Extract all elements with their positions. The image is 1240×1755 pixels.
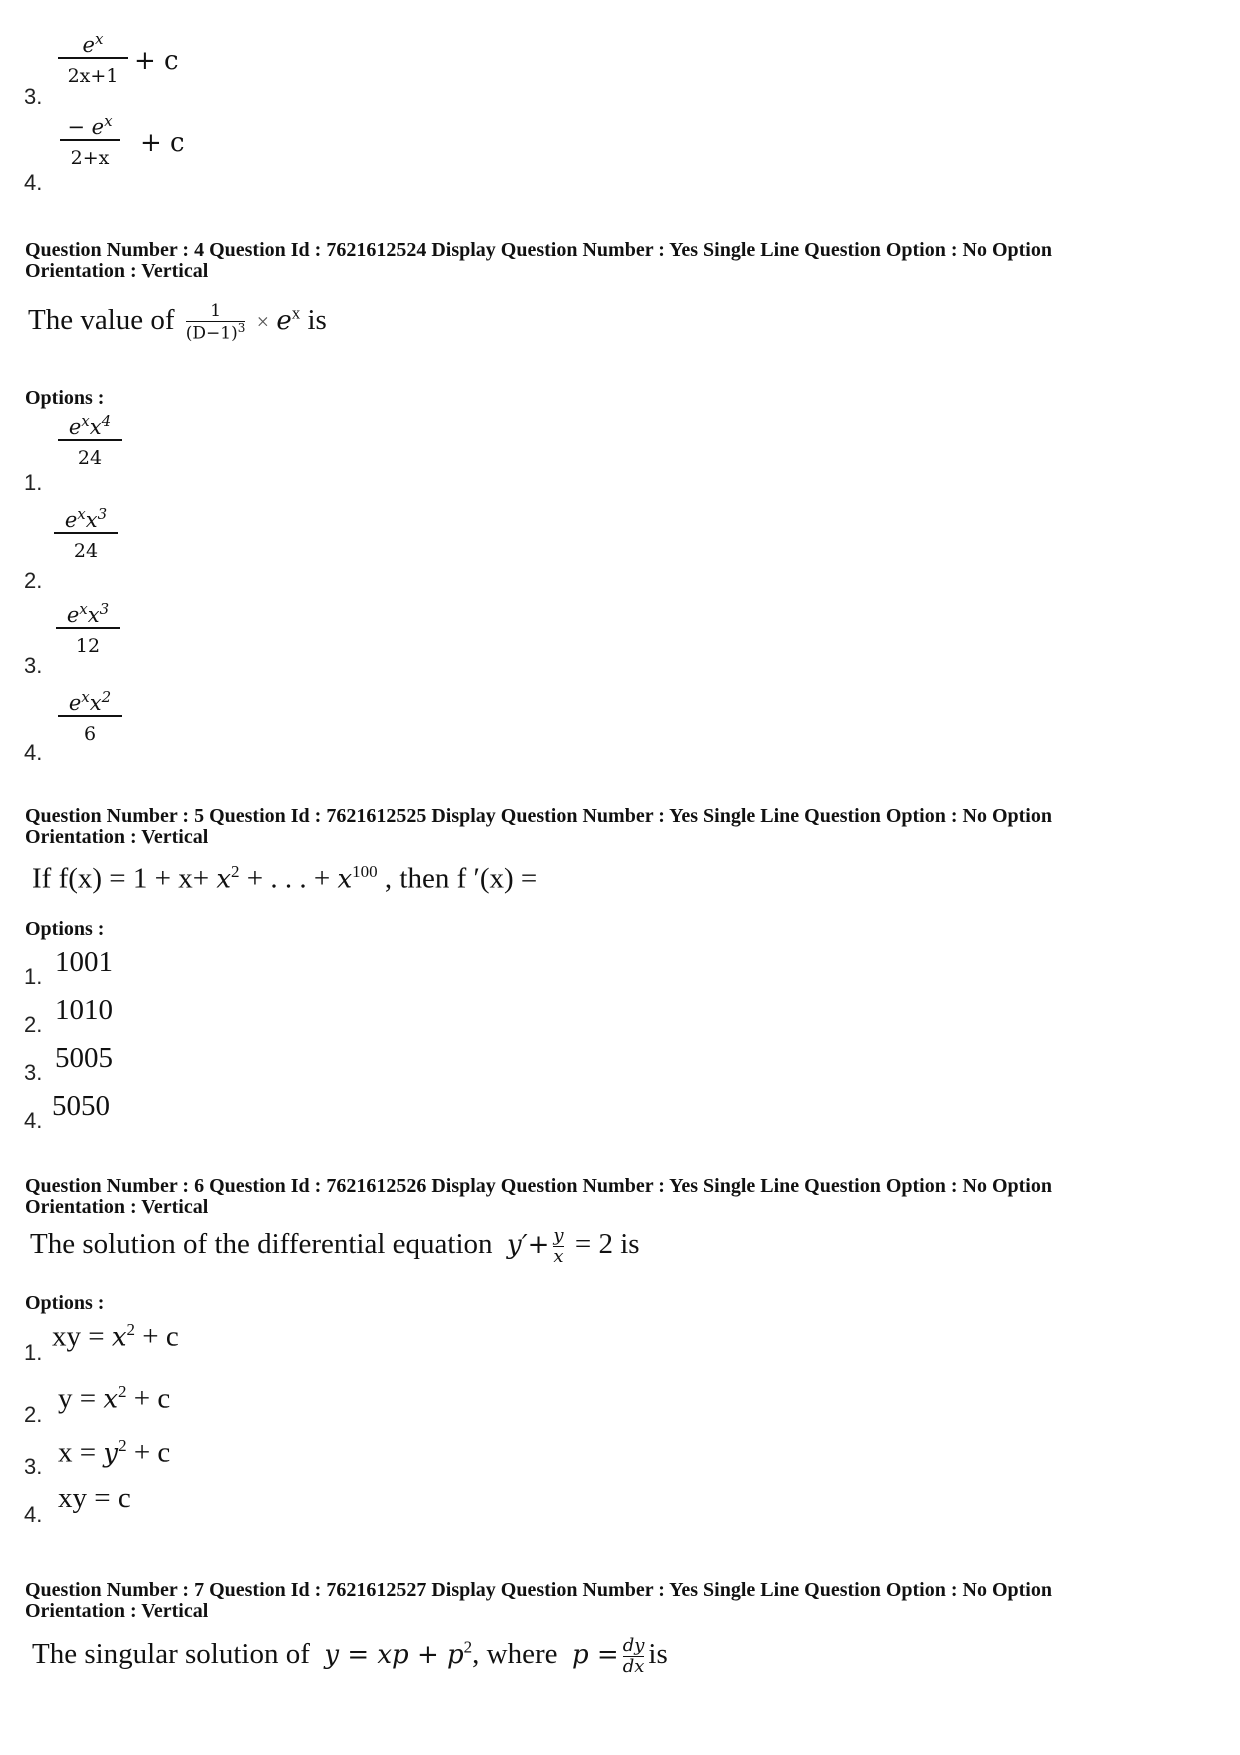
option-value: xy = c [58, 1482, 131, 1514]
option-number: 1. [24, 1340, 43, 1365]
option-number: 2. [24, 568, 43, 593]
option-number: 1. [24, 964, 43, 989]
option-suffix: + c [140, 128, 185, 158]
option-number: 3. [24, 1454, 43, 1479]
question-4-statement: The value of $\frac{1}{(D-1)^3}$ × $e^x$ is [28, 301, 327, 344]
question-4-meta: Question Number : 4 Question Id : 7621612524 Display Question Number : Yes Single Line Question Option : No Option Orientation : Vertical [25, 239, 1052, 282]
option-fraction: $e^xx^2$ 6 [58, 688, 122, 745]
option-number: 3. [24, 1060, 43, 1085]
option-number: 3. [24, 84, 43, 109]
option-fraction: $e^xx^4$ 24 [58, 412, 122, 469]
question-7-meta: Question Number : 7 Question Id : 7621612527 Display Question Number : Yes Single Line Question Option : No Option Orientation : Vertical [25, 1579, 1052, 1622]
option-number: 4. [24, 740, 43, 765]
option-value: 1001 [55, 946, 113, 978]
option-number: 4. [24, 170, 43, 195]
question-7-statement: The singular solution of y = xp + $p^2$, where p = $\frac{dy}{dx}$ is [32, 1635, 668, 1677]
option-number: 1. [24, 470, 43, 495]
option-fraction: $\frac{e^x}{2x+1}$ [58, 30, 128, 87]
option-number: 2. [24, 1012, 43, 1037]
option-suffix: + c [134, 46, 179, 76]
option-value: $y = x^2 + c$ [58, 1382, 171, 1415]
option-value: 1010 [55, 994, 113, 1026]
option-value: 5050 [52, 1090, 110, 1122]
option-value: xy = $x^2 + c$ [52, 1320, 179, 1353]
question-4-options-label: Options : [25, 387, 105, 409]
option-number: 3. [24, 653, 43, 678]
question-5-options-label: Options : [25, 918, 105, 940]
option-number: 2. [24, 1402, 43, 1427]
option-value: 5005 [55, 1042, 113, 1074]
question-6-meta: Question Number : 6 Question Id : 7621612526 Display Question Number : Yes Single Line Question Option : No Option Orientation : Vertical [25, 1175, 1052, 1218]
option-fraction: $e^xx^3$ 12 [56, 600, 120, 657]
option-number: 4. [24, 1108, 43, 1133]
option-number: 4. [24, 1502, 43, 1527]
option-fraction: $e^xx^3$ 24 [54, 505, 118, 562]
question-5-statement: If $f(x) = 1 + x+ x^2$ + . . . + $x^{100}$ , then f ′(x) = [32, 862, 538, 895]
option-fraction: $\frac{- e^x}{2+x}$ [60, 112, 120, 169]
option-value: $x = y^2 + c$ [58, 1436, 171, 1469]
question-6-options-label: Options : [25, 1292, 105, 1314]
question-6-statement: The solution of the differential equation y′+ $\frac{y}{x}$ = 2 is [30, 1225, 640, 1267]
question-5-meta: Question Number : 5 Question Id : 7621612525 Display Question Number : Yes Single Line Question Option : No Option Orientation : Vertical [25, 805, 1052, 848]
